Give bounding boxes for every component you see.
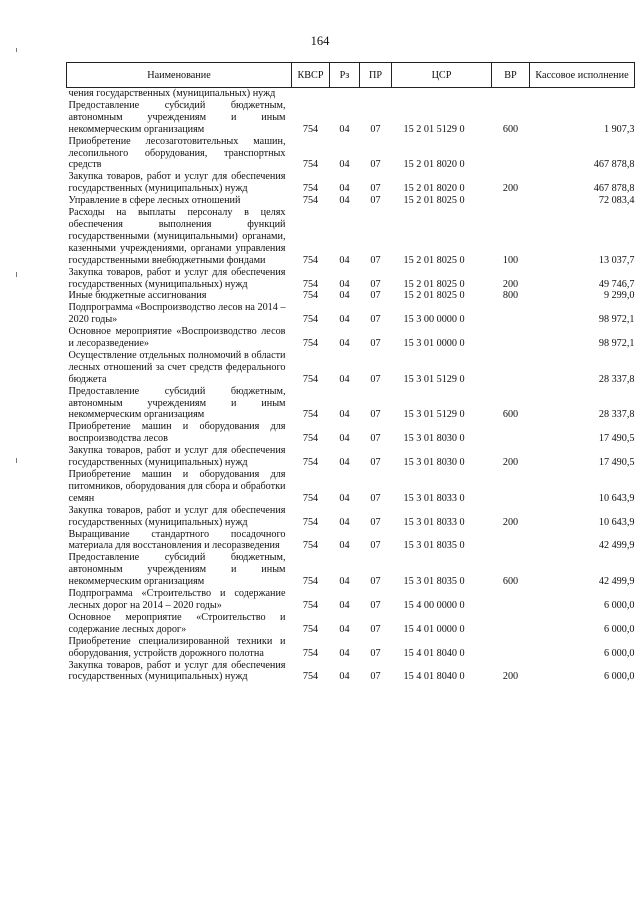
row-vr <box>492 136 530 172</box>
row-name: Осуществление отдельных полномочий в области лесных отношений за счет средств федерального бюджета <box>68 349 286 385</box>
row-rz: 04 <box>339 599 350 611</box>
row-csr: 15 3 01 8030 0 <box>403 457 465 469</box>
row-csr: 15 3 01 8033 0 <box>403 516 465 528</box>
table-row <box>67 636 635 660</box>
row-name: Закупка товаров, работ и услуг для обеспечения государственных (муниципальных) нужд <box>68 445 286 469</box>
row-sum: 9 299,0 <box>603 290 635 302</box>
row-vr: 100 <box>502 254 519 266</box>
table-row <box>67 207 635 267</box>
row-vr <box>492 588 530 612</box>
row-kvsr: 754 <box>302 159 319 171</box>
row-sum: 1 907,3 <box>603 123 635 135</box>
row-pr: 07 <box>370 338 381 350</box>
row-csr: 15 4 01 8040 0 <box>403 647 465 659</box>
row-sum: 49 746,7 <box>598 278 635 290</box>
row-csr: 15 3 01 5129 0 <box>403 409 465 421</box>
row-kvsr: 754 <box>302 290 319 302</box>
row-pr: 07 <box>370 671 381 683</box>
table-body <box>67 88 635 684</box>
scan-edge-mark <box>16 458 17 463</box>
table-row <box>67 136 635 172</box>
row-name: Предоставление субсидий бюджетным, автономным учреждениям и иным некоммерческим организациям <box>68 99 286 135</box>
row-pr: 07 <box>370 623 381 635</box>
row-kvsr: 754 <box>302 278 319 290</box>
row-pr: 07 <box>370 290 381 302</box>
row-kvsr: 754 <box>302 492 319 504</box>
row-sum <box>530 88 635 100</box>
row-vr: 600 <box>502 123 519 135</box>
row-csr: 15 2 01 8025 0 <box>403 290 465 302</box>
row-rz: 04 <box>339 623 350 635</box>
row-sum: 28 337,8 <box>598 373 635 385</box>
row-name: Предоставление субсидий бюджетным, автономным учреждениям и иным некоммерческим организациям <box>68 385 286 421</box>
row-kvsr: 754 <box>302 540 319 552</box>
row-csr: 15 4 01 8040 0 <box>403 671 465 683</box>
row-sum: 17 490,5 <box>598 433 635 445</box>
row-pr: 07 <box>370 599 381 611</box>
row-pr: 07 <box>370 314 381 326</box>
table-row <box>67 469 635 505</box>
row-rz: 04 <box>339 254 350 266</box>
row-pr <box>360 88 392 100</box>
row-vr: 200 <box>502 671 519 683</box>
row-kvsr: 754 <box>302 373 319 385</box>
row-rz: 04 <box>339 647 350 659</box>
table-row <box>67 445 635 469</box>
row-kvsr: 754 <box>302 433 319 445</box>
row-name: чения государственных (муниципальных) нужд <box>68 88 276 99</box>
row-name: Предоставление субсидий бюджетным, автономным учреждениям и иным некоммерческим организациям <box>68 552 286 588</box>
row-sum: 6 000,0 <box>603 599 635 611</box>
row-kvsr: 754 <box>302 314 319 326</box>
table-row <box>67 267 635 291</box>
row-sum: 13 037,7 <box>598 254 635 266</box>
scan-edge-mark <box>16 272 17 277</box>
row-pr: 07 <box>370 457 381 469</box>
row-kvsr: 754 <box>302 254 319 266</box>
row-vr <box>492 88 530 100</box>
table-row <box>67 588 635 612</box>
row-kvsr: 754 <box>302 671 319 683</box>
row-rz: 04 <box>339 433 350 445</box>
row-pr: 07 <box>370 254 381 266</box>
row-rz: 04 <box>339 290 350 302</box>
row-vr <box>492 421 530 445</box>
row-pr: 07 <box>370 159 381 171</box>
row-name: Приобретение специализированной техники и оборудования, устройств дорожного полотна <box>68 635 286 659</box>
row-pr: 07 <box>370 540 381 552</box>
table-row <box>67 171 635 195</box>
row-sum: 10 643,9 <box>598 492 635 504</box>
row-vr: 200 <box>502 457 519 469</box>
row-csr: 15 3 00 0000 0 <box>403 314 465 326</box>
row-rz: 04 <box>339 159 350 171</box>
row-sum: 10 643,9 <box>598 516 635 528</box>
row-sum: 6 000,0 <box>603 623 635 635</box>
row-vr <box>492 326 530 350</box>
table-row <box>67 660 635 684</box>
row-name: Приобретение лесозаготовительных машин, лесопильного оборудования, транспортных средств <box>68 135 286 171</box>
row-name: Иные бюджетные ассигнования <box>68 290 207 302</box>
row-vr <box>492 612 530 636</box>
row-name: Закупка товаров, работ и услуг для обеспечения государственных (муниципальных) нужд <box>68 504 286 528</box>
row-kvsr: 754 <box>302 516 319 528</box>
row-name: Выращивание стандартного посадочного материала для восстановления и лесоразведения <box>68 528 286 552</box>
row-sum: 17 490,5 <box>598 457 635 469</box>
row-rz: 04 <box>339 338 350 350</box>
row-csr: 15 2 01 8020 0 <box>403 159 465 171</box>
row-kvsr: 754 <box>302 195 319 207</box>
row-sum: 98 972,1 <box>598 338 635 350</box>
row-kvsr: 754 <box>302 457 319 469</box>
row-pr: 07 <box>370 123 381 135</box>
table-row <box>67 350 635 386</box>
row-name: Приобретение машин и оборудования для питомников, оборудования для сбора и обработки семян <box>68 469 286 504</box>
row-vr <box>492 350 530 386</box>
row-vr: 200 <box>502 183 519 195</box>
row-pr: 07 <box>370 278 381 290</box>
row-pr: 07 <box>370 433 381 445</box>
row-vr: 200 <box>502 278 519 290</box>
table-row <box>67 88 635 100</box>
row-csr: 15 3 01 8033 0 <box>403 492 465 504</box>
header-rz: Рз <box>330 63 360 88</box>
row-rz: 04 <box>339 183 350 195</box>
row-name: Управление в сфере лесных отношений <box>68 195 241 207</box>
table-row <box>67 100 635 136</box>
header-csr: ЦСР <box>392 63 492 88</box>
row-vr: 600 <box>502 409 519 421</box>
row-sum: 98 972,1 <box>598 314 635 326</box>
row-name: Закупка товаров, работ и услуг для обеспечения государственных (муниципальных) нужд <box>68 171 286 195</box>
row-rz: 04 <box>339 457 350 469</box>
row-pr: 07 <box>370 195 381 207</box>
row-pr: 07 <box>370 647 381 659</box>
header-pr: ПР <box>360 63 392 88</box>
row-pr: 07 <box>370 373 381 385</box>
row-csr: 15 2 01 5129 0 <box>403 123 465 135</box>
row-vr <box>492 469 530 505</box>
header-vr: ВР <box>492 63 530 88</box>
row-name: Основное мероприятие «Строительство и содержание лесных дорог» <box>68 611 286 635</box>
row-pr: 07 <box>370 516 381 528</box>
table-row <box>67 612 635 636</box>
row-rz: 04 <box>339 540 350 552</box>
row-csr: 15 2 01 8025 0 <box>403 278 465 290</box>
row-sum: 467 878,8 <box>593 159 635 171</box>
row-pr: 07 <box>370 409 381 421</box>
row-sum: 42 499,9 <box>598 576 635 588</box>
row-kvsr <box>292 88 330 100</box>
row-csr: 15 2 01 8020 0 <box>403 183 465 195</box>
table-row <box>67 326 635 350</box>
row-sum: 72 083,4 <box>598 195 635 207</box>
row-sum: 42 499,9 <box>598 540 635 552</box>
table-row <box>67 302 635 326</box>
row-rz: 04 <box>339 409 350 421</box>
row-rz: 04 <box>339 492 350 504</box>
row-csr: 15 3 01 0000 0 <box>403 338 465 350</box>
table-row <box>67 290 635 302</box>
row-csr: 15 3 01 8030 0 <box>403 433 465 445</box>
row-rz <box>330 88 360 100</box>
row-rz: 04 <box>339 123 350 135</box>
row-kvsr: 754 <box>302 123 319 135</box>
row-sum: 28 337,8 <box>598 409 635 421</box>
row-pr: 07 <box>370 183 381 195</box>
row-sum: 467 878,8 <box>593 183 635 195</box>
row-rz: 04 <box>339 278 350 290</box>
row-name: Подпрограмма «Строительство и содержание лесных дорог на 2014 – 2020 годы» <box>68 588 286 611</box>
row-pr: 07 <box>370 492 381 504</box>
row-rz: 04 <box>339 516 350 528</box>
row-name: Закупка товаров, работ и услуг для обеспечения государственных (муниципальных) нужд <box>68 659 286 683</box>
row-vr <box>492 302 530 326</box>
budget-table <box>66 62 635 683</box>
row-csr: 15 3 01 5129 0 <box>403 373 465 385</box>
row-csr: 15 3 01 8035 0 <box>403 540 465 552</box>
row-name: Подпрограмма «Воспроизводство лесов на 2014 – 2020 годы» <box>68 302 286 326</box>
row-vr: 200 <box>502 516 519 528</box>
row-csr <box>392 88 492 100</box>
table-row <box>67 195 635 207</box>
row-vr <box>492 195 530 207</box>
table-header <box>67 63 635 88</box>
row-kvsr: 754 <box>302 599 319 611</box>
table-row <box>67 552 635 588</box>
row-csr: 15 2 01 8025 0 <box>403 195 465 207</box>
row-kvsr: 754 <box>302 409 319 421</box>
row-pr: 07 <box>370 576 381 588</box>
row-rz: 04 <box>339 373 350 385</box>
page-number: 164 <box>310 34 330 48</box>
row-vr: 600 <box>502 576 519 588</box>
row-sum: 6 000,0 <box>603 647 635 659</box>
row-kvsr: 754 <box>302 183 319 195</box>
row-name: Основное мероприятие «Воспроизводство лесов и лесоразведение» <box>68 326 286 350</box>
row-kvsr: 754 <box>302 576 319 588</box>
row-sum: 6 000,0 <box>603 671 635 683</box>
row-vr <box>492 529 530 553</box>
row-name: Расходы на выплаты персоналу в целях обеспечения выполнения функций государственными (муниципальными) органами, казенными учреждениями, органами управления государственными внебюджетными фондами <box>68 207 286 266</box>
row-name: Приобретение машин и оборудования для воспроизводства лесов <box>68 421 286 445</box>
scan-edge-mark <box>16 48 17 52</box>
header-kvsr: КВСР <box>292 63 330 88</box>
table-row <box>67 529 635 553</box>
row-name: Закупка товаров, работ и услуг для обеспечения государственных (муниципальных) нужд <box>68 266 286 290</box>
table-row <box>67 505 635 529</box>
row-kvsr: 754 <box>302 623 319 635</box>
row-csr: 15 4 01 0000 0 <box>403 623 465 635</box>
row-rz: 04 <box>339 195 350 207</box>
row-csr: 15 2 01 8025 0 <box>403 254 465 266</box>
row-vr <box>492 636 530 660</box>
row-csr: 15 3 01 8035 0 <box>403 576 465 588</box>
row-kvsr: 754 <box>302 647 319 659</box>
table-row <box>67 386 635 422</box>
row-rz: 04 <box>339 671 350 683</box>
row-rz: 04 <box>339 314 350 326</box>
row-rz: 04 <box>339 576 350 588</box>
row-csr: 15 4 00 0000 0 <box>403 599 465 611</box>
row-vr: 800 <box>502 290 519 302</box>
row-kvsr: 754 <box>302 338 319 350</box>
header-sum: Кассовое исполнение <box>530 63 635 88</box>
header-name: Наименование <box>67 63 292 88</box>
table-row <box>67 421 635 445</box>
